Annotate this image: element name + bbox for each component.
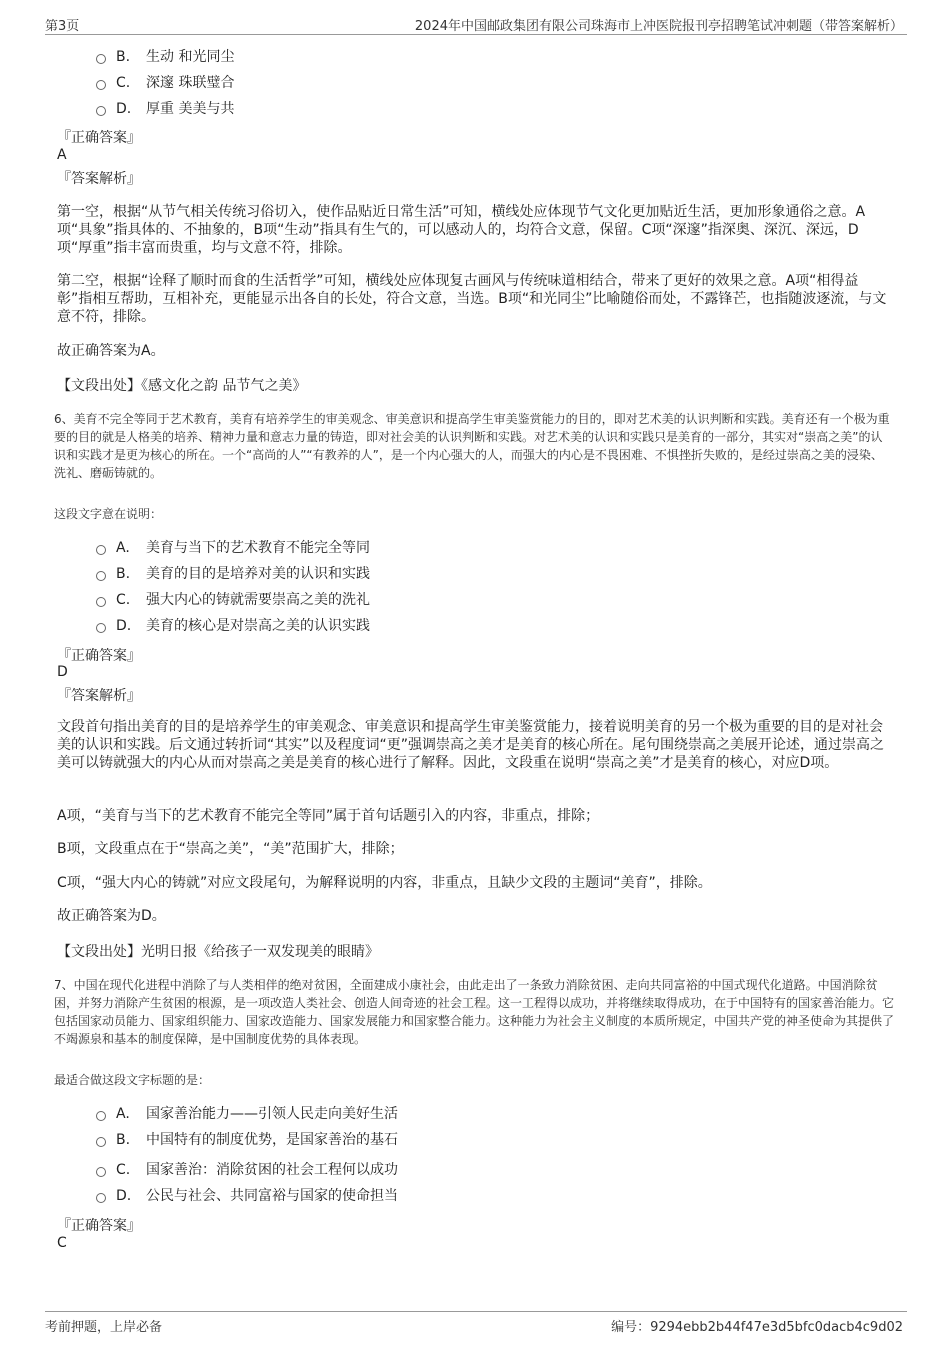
radio-icon[interactable]: [96, 571, 106, 581]
radio-icon[interactable]: [96, 597, 106, 607]
option-d[interactable]: D. 厚重 美美与共: [96, 99, 234, 119]
analysis-conclusion: 故正确答案为D。: [57, 908, 166, 924]
radio-icon[interactable]: [96, 1137, 106, 1147]
answer-value: C: [57, 1235, 67, 1251]
radio-icon[interactable]: [96, 54, 106, 64]
option-d[interactable]: D. 美育的核心是对崇高之美的认识实践: [96, 616, 370, 636]
analysis-paragraph: B项，文段重点在于“崇高之美”，“美”范围扩大，排除；: [57, 841, 404, 857]
option-d[interactable]: D. 公民与社会、共同富裕与国家的使命担当: [96, 1186, 398, 1206]
analysis-paragraph: C项，“强大内心的铸就”对应文段尾句，为解释说明的内容，非重点，且缺少文段的主题词“美育”，排除。: [57, 875, 712, 891]
analysis-label: 『答案解析』: [57, 171, 141, 187]
option-a[interactable]: A. 美育与当下的艺术教育不能完全等同: [96, 538, 370, 558]
answer-value: A: [57, 147, 67, 163]
code-label: 编号：: [611, 1320, 651, 1335]
source-citation: 【文段出处】《感文化之韵 品节气之美》: [57, 378, 307, 394]
option-b[interactable]: B. 中国特有的制度优势，是国家善治的基石: [96, 1130, 398, 1150]
question-text: 6、美育不完全等同于艺术教育，美育有培养学生的审美观念、审美意识和提高学生审美鉴赏能力的目的，即对艺术美的认识判断和实践。美育还有一个极为重要的目的就是人格美的培养、精神力量和意志力量的铸造，即对社会美的认识判断和实践。对艺术美的认识和实践只是美育的一部分，其实对“崇高之美”的认识和实践才是更为核心的所在。一个“高尚的人”“有教养的人”，是一个内心强大的人，而强大的内心是不畏困难、不惧挫折失败的，是经过崇高之美的浸染、洗礼、磨砺铸就的。: [54, 412, 890, 480]
page-number: 第3页: [45, 19, 80, 34]
document-title: 2024年中国邮政集团有限公司珠海市上冲医院报刊亭招聘笔试冲刺题（带答案解析）: [414, 19, 903, 34]
radio-icon[interactable]: [96, 545, 106, 555]
analysis-label: 『答案解析』: [57, 688, 141, 704]
radio-icon[interactable]: [96, 80, 106, 90]
answer-label: 『正确答案』: [57, 130, 141, 146]
answer-label: 『正确答案』: [57, 648, 141, 664]
answer-value: D: [57, 664, 68, 680]
option-c[interactable]: C. 深邃 珠联璧合: [96, 73, 234, 93]
option-c[interactable]: C. 强大内心的铸就需要崇高之美的洗礼: [96, 590, 370, 610]
option-a[interactable]: A. 国家善治能力——引领人民走向美好生活: [96, 1104, 398, 1124]
option-b[interactable]: B. 美育的目的是培养对美的认识和实践: [96, 564, 370, 584]
radio-icon[interactable]: [96, 106, 106, 116]
analysis-paragraph: 文段首句指出美育的目的是培养学生的审美观念、审美意识和提高学生审美鉴赏能力，接着说明美育的另一个极为重要的目的是对社会美的认识和实践。后文通过转折词“其实”以及程度词“更”强调崇高之美才是美育的核心所在。尾句围绕崇高之美展开论述，通过崇高之美可以铸就强大的内心从而对崇高之美是美育的核心进行了解释。因此，文段重在说明“崇高之美”才是美育的核心，对应D项。: [57, 719, 885, 771]
page-header: [45, 12, 907, 35]
document-code: [611, 1316, 903, 1335]
radio-icon[interactable]: [96, 1193, 106, 1203]
option-c[interactable]: C. 国家善治：消除贫困的社会工程何以成功: [96, 1160, 398, 1180]
answer-label: 『正确答案』: [57, 1218, 141, 1234]
source-citation: 【文段出处】光明日报《给孩子一双发现美的眼睛》: [57, 944, 379, 960]
question-prompt: 这段文字意在说明：: [54, 507, 163, 521]
analysis-paragraph: 第一空，根据“从节气相关传统习俗切入，使作品贴近日常生活”可知，横线处应体现节气文化更加贴近生活，更加形象通俗之意。A项“具象”指具体的、不抽象的，B项“生动”指具有生气的，可以感动人的，均符合文意，保留。C项“深邃”指深奥、深沉、深远，D项“厚重”指丰富而贵重，均与文意不符，排除。: [57, 204, 866, 256]
analysis-paragraph: A项，“美育与当下的艺术教育不能完全等同”属于首句话题引入的内容，非重点，排除；: [57, 808, 600, 824]
analysis-paragraph: 第二空，根据“诠释了顺时而食的生活哲学”可知，横线处应体现复古画风与传统味道相结合，带来了更好的效果之意。A项“相得益彰”指相互帮助，互相补充，更能显示出各自的长处，符合文意，当选。B项“和光同尘”比喻随俗而处，不露锋芒，也指随波逐流，与文意不符，排除。: [57, 273, 887, 325]
radio-icon[interactable]: [96, 1111, 106, 1121]
analysis-conclusion: 故正确答案为A。: [57, 343, 165, 359]
option-b[interactable]: B. 生动 和光同尘: [96, 47, 234, 67]
radio-icon[interactable]: [96, 623, 106, 633]
question-text: 7、中国在现代化进程中消除了与人类相伴的绝对贫困，全面建成小康社会，由此走出了一条致力消除贫困、走向共同富裕的中国式现代化道路。中国消除贫困，并努力消除产生贫困的根源，是一项改造人类社会、创造人间奇迹的社会工程。这一工程得以成功，并将继续取得成功，在于中国特有的国家善治能力。它包括国家动员能力、国家组织能力、国家改造能力、国家发展能力和国家整合能力。这种能力为社会主义制度的本质所规定，中国共产党的神圣使命为其提供了不竭源泉和基本的制度保障，是中国制度优势的具体表现。: [54, 978, 895, 1046]
radio-icon[interactable]: [96, 1167, 106, 1177]
question-prompt: 最适合做这段文字标题的是：: [54, 1073, 211, 1087]
page-footer: [45, 1311, 907, 1334]
footer-slogan: 考前押题，上岸必备: [45, 1320, 163, 1335]
code-value: 9294ebb2b44f47e3d5bfc0dacb4c9d02: [650, 1320, 903, 1335]
